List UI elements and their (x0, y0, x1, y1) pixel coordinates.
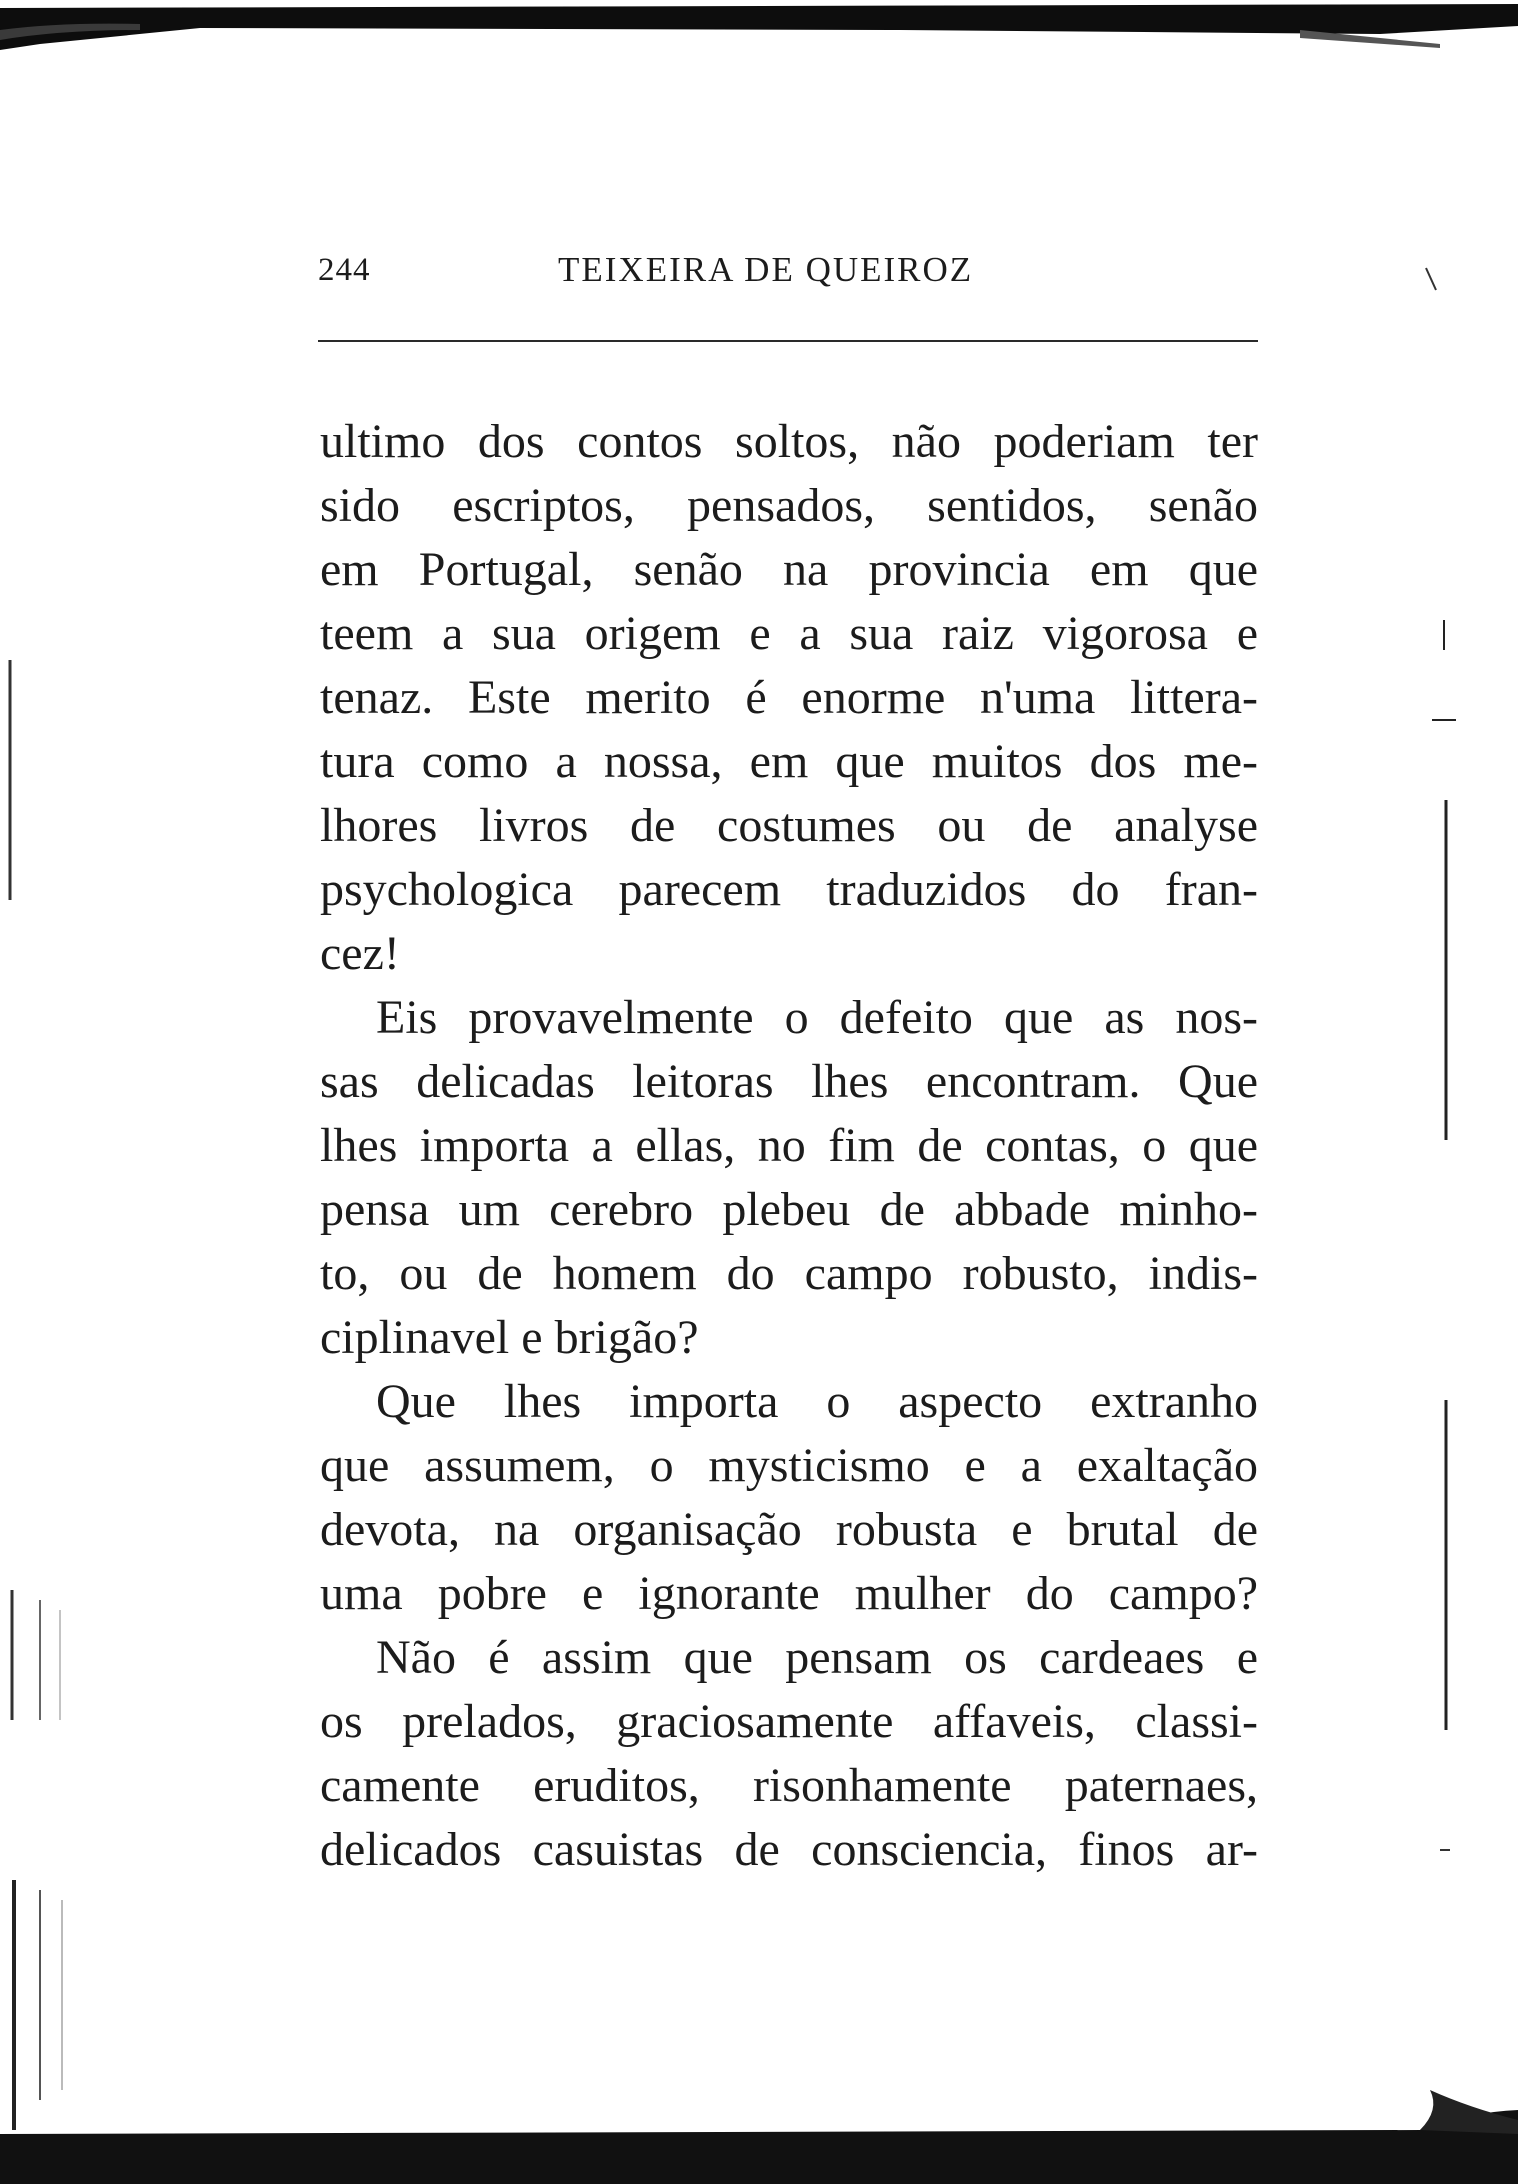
text-line: pensa um cerebro plebeu de abbade minho- (320, 1183, 1258, 1236)
text-line: os prelados, graciosamente affaveis, classi- (320, 1695, 1258, 1748)
scan-top-edge (0, 0, 1518, 80)
text-line: teem a sua origem e a sua raiz vigorosa e (320, 607, 1258, 660)
text-line: cez! (320, 927, 400, 980)
text-line: to, ou de homem do campo robusto, indis- (320, 1247, 1258, 1300)
running-title: TEIXEIRA DE QUEIROZ (558, 250, 974, 289)
text-line: uma pobre e ignorante mulher do campo? (320, 1567, 1258, 1620)
text-line: psychologica parecem traduzidos do fran- (320, 863, 1258, 916)
scan-bottom-edge (0, 2050, 1518, 2184)
text-line: lhes importa a ellas, no fim de contas, o que (320, 1119, 1258, 1172)
text-line: delicados casuistas de consciencia, finos ar- (320, 1823, 1258, 1876)
text-line: camente eruditos, risonhamente paternaes, (320, 1759, 1258, 1812)
text-line: ultimo dos contos soltos, não poderiam ter (320, 415, 1258, 468)
body-text (320, 410, 1258, 1882)
text-line: devota, na organisação robusta e brutal de (320, 1503, 1258, 1556)
text-line: lhores livros de costumes ou de analyse (320, 799, 1258, 852)
text-line: Que lhes importa o aspecto extranho (376, 1375, 1258, 1428)
text-line: ciplinavel e brigão? (320, 1311, 699, 1364)
header-rule (318, 340, 1258, 342)
text-line: sas delicadas leitoras lhes encontram. Que (320, 1055, 1258, 1108)
text-line: Eis provavelmente o defeito que as nos- (376, 991, 1258, 1044)
running-head (318, 238, 1258, 298)
text-line: tura como a nossa, em que muitos dos me- (320, 735, 1258, 788)
text-line: sido escriptos, pensados, sentidos, senão (320, 479, 1258, 532)
page-number: 244 (318, 252, 371, 288)
text-line: que assumem, o mysticismo e a exaltação (320, 1439, 1258, 1492)
text-line: tenaz. Este merito é enorme n'uma littera- (320, 671, 1258, 724)
text-line: em Portugal, senão na provincia em que (320, 543, 1258, 596)
text-line: Não é assim que pensam os cardeaes e (376, 1631, 1258, 1684)
